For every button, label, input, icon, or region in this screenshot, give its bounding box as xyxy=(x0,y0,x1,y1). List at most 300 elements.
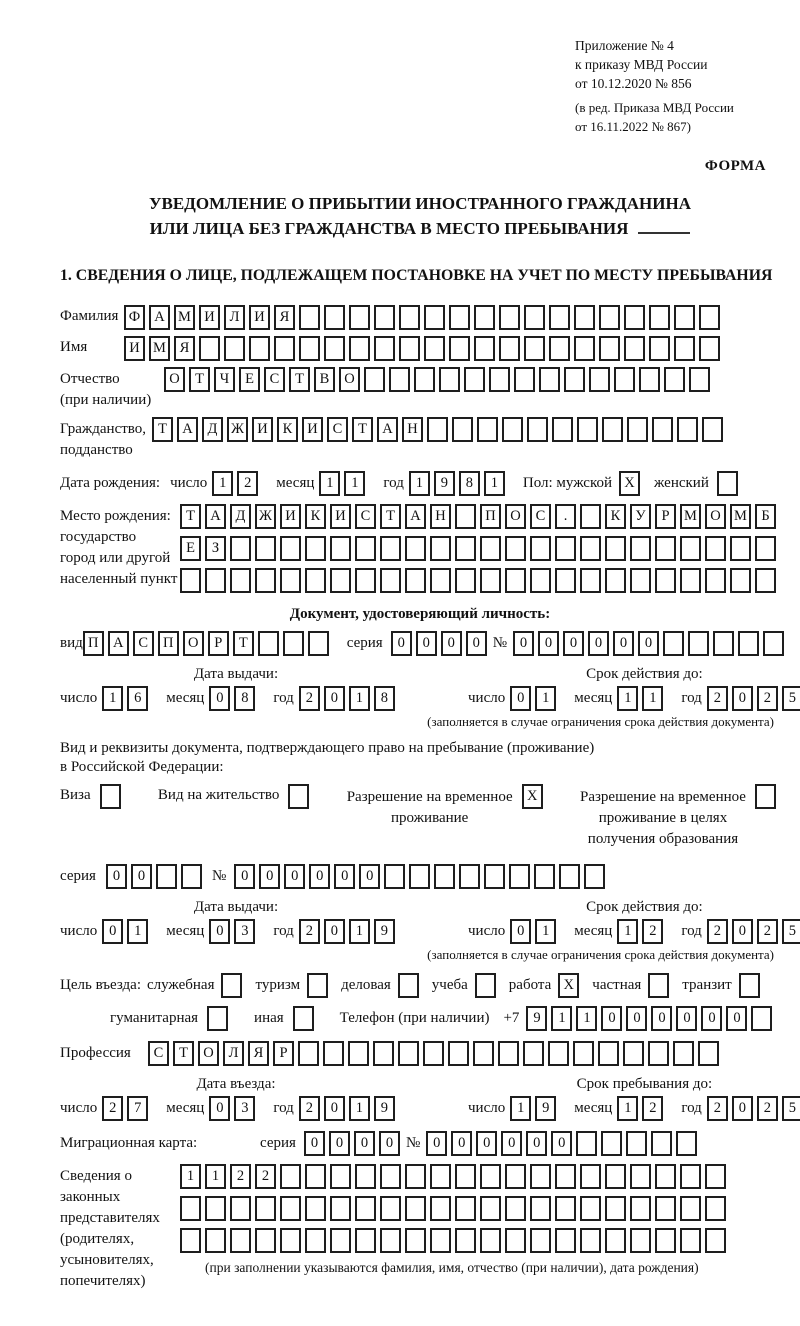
char-cell[interactable] xyxy=(674,336,695,361)
char-cell[interactable]: А xyxy=(177,417,198,442)
char-cell[interactable] xyxy=(626,1131,647,1156)
char-cell[interactable] xyxy=(348,1041,369,1066)
char-cell[interactable]: П xyxy=(83,631,104,656)
char-cell[interactable]: 0 xyxy=(324,1096,345,1121)
char-cell[interactable]: 0 xyxy=(732,1096,753,1121)
char-cell[interactable] xyxy=(355,536,376,561)
char-cell[interactable]: И xyxy=(252,417,273,442)
char-cell[interactable] xyxy=(305,1228,326,1253)
char-cell[interactable] xyxy=(630,568,651,593)
char-cell[interactable] xyxy=(524,336,545,361)
char-cell[interactable]: 0 xyxy=(106,864,127,889)
purpose-other-checkbox[interactable] xyxy=(293,1006,318,1031)
char-cell[interactable] xyxy=(475,973,496,998)
char-cell[interactable] xyxy=(480,1196,501,1221)
char-cell[interactable] xyxy=(355,1196,376,1221)
char-cell[interactable] xyxy=(380,1228,401,1253)
char-cell[interactable]: Р xyxy=(208,631,229,656)
visa-checkbox[interactable] xyxy=(100,784,125,809)
char-cell[interactable]: С xyxy=(148,1041,169,1066)
char-cell[interactable]: 1 xyxy=(510,1096,531,1121)
char-cell[interactable] xyxy=(648,973,669,998)
char-cell[interactable] xyxy=(573,1041,594,1066)
char-cell[interactable] xyxy=(680,568,701,593)
char-cell[interactable] xyxy=(555,1164,576,1189)
char-cell[interactable]: О xyxy=(505,504,526,529)
char-cell[interactable] xyxy=(449,305,470,330)
char-cell[interactable]: 2 xyxy=(642,919,663,944)
char-cell[interactable] xyxy=(689,367,710,392)
char-cell[interactable]: Т xyxy=(233,631,254,656)
char-cell[interactable] xyxy=(181,864,202,889)
char-cell[interactable] xyxy=(474,305,495,330)
char-cell[interactable] xyxy=(230,536,251,561)
char-cell[interactable]: 0 xyxy=(601,1006,622,1031)
char-cell[interactable] xyxy=(673,1041,694,1066)
char-cell[interactable]: 0 xyxy=(391,631,412,656)
char-cell[interactable] xyxy=(530,1196,551,1221)
char-cell[interactable] xyxy=(398,973,419,998)
char-cell[interactable]: Л xyxy=(223,1041,244,1066)
char-cell[interactable]: 2 xyxy=(237,471,258,496)
doc-valid-year-cells[interactable] xyxy=(707,686,800,711)
char-cell[interactable]: 0 xyxy=(513,631,534,656)
char-cell[interactable]: 0 xyxy=(304,1131,325,1156)
stay-until-day-cells[interactable] xyxy=(510,1096,560,1121)
char-cell[interactable]: 0 xyxy=(324,919,345,944)
char-cell[interactable] xyxy=(489,367,510,392)
char-cell[interactable] xyxy=(555,568,576,593)
char-cell[interactable] xyxy=(424,305,445,330)
char-cell[interactable] xyxy=(552,417,573,442)
stay-until-month-cells[interactable] xyxy=(617,1096,667,1121)
char-cell[interactable]: 2 xyxy=(707,1096,728,1121)
char-cell[interactable] xyxy=(705,536,726,561)
char-cell[interactable]: С xyxy=(355,504,376,529)
char-cell[interactable] xyxy=(755,568,776,593)
char-cell[interactable] xyxy=(389,367,410,392)
char-cell[interactable] xyxy=(288,784,309,809)
char-cell[interactable] xyxy=(205,1196,226,1221)
char-cell[interactable]: П xyxy=(480,504,501,529)
char-cell[interactable]: 1 xyxy=(205,1164,226,1189)
char-cell[interactable]: Л xyxy=(224,305,245,330)
char-cell[interactable]: 0 xyxy=(651,1006,672,1031)
birthdate-month-cells[interactable] xyxy=(319,471,369,496)
char-cell[interactable]: X xyxy=(619,471,640,496)
char-cell[interactable] xyxy=(530,536,551,561)
migration-series-cells[interactable] xyxy=(304,1131,404,1156)
char-cell[interactable] xyxy=(205,1228,226,1253)
char-cell[interactable] xyxy=(255,568,276,593)
char-cell[interactable]: 2 xyxy=(299,686,320,711)
char-cell[interactable]: X xyxy=(558,973,579,998)
char-cell[interactable]: . xyxy=(555,504,576,529)
char-cell[interactable]: 0 xyxy=(510,919,531,944)
char-cell[interactable] xyxy=(464,367,485,392)
char-cell[interactable] xyxy=(455,536,476,561)
char-cell[interactable] xyxy=(599,336,620,361)
char-cell[interactable] xyxy=(439,367,460,392)
char-cell[interactable] xyxy=(738,631,759,656)
char-cell[interactable] xyxy=(255,1196,276,1221)
purpose-official-checkbox[interactable] xyxy=(221,973,246,998)
char-cell[interactable]: 1 xyxy=(127,919,148,944)
char-cell[interactable] xyxy=(502,417,523,442)
char-cell[interactable] xyxy=(449,336,470,361)
char-cell[interactable]: 1 xyxy=(617,686,638,711)
char-cell[interactable]: 0 xyxy=(551,1131,572,1156)
char-cell[interactable] xyxy=(605,568,626,593)
char-cell[interactable] xyxy=(299,305,320,330)
char-cell[interactable] xyxy=(230,1196,251,1221)
char-cell[interactable] xyxy=(698,1041,719,1066)
char-cell[interactable] xyxy=(323,1041,344,1066)
char-cell[interactable]: 0 xyxy=(501,1131,522,1156)
char-cell[interactable] xyxy=(230,1228,251,1253)
char-cell[interactable] xyxy=(280,568,301,593)
char-cell[interactable]: 0 xyxy=(466,631,487,656)
char-cell[interactable]: 0 xyxy=(426,1131,447,1156)
char-cell[interactable] xyxy=(605,1228,626,1253)
char-cell[interactable] xyxy=(624,336,645,361)
char-cell[interactable] xyxy=(224,336,245,361)
char-cell[interactable] xyxy=(530,1164,551,1189)
char-cell[interactable] xyxy=(505,1196,526,1221)
char-cell[interactable] xyxy=(180,568,201,593)
birthplace-row1-cells[interactable] xyxy=(180,504,780,529)
char-cell[interactable]: 0 xyxy=(510,686,531,711)
char-cell[interactable] xyxy=(663,631,684,656)
char-cell[interactable]: 1 xyxy=(212,471,233,496)
char-cell[interactable]: 0 xyxy=(234,864,255,889)
purpose-tourism-checkbox[interactable] xyxy=(307,973,332,998)
purpose-private-checkbox[interactable] xyxy=(648,973,673,998)
char-cell[interactable] xyxy=(730,536,751,561)
char-cell[interactable]: И xyxy=(249,305,270,330)
char-cell[interactable]: Е xyxy=(180,536,201,561)
char-cell[interactable] xyxy=(614,367,635,392)
char-cell[interactable]: 1 xyxy=(319,471,340,496)
char-cell[interactable]: 5 xyxy=(782,919,800,944)
char-cell[interactable] xyxy=(498,1041,519,1066)
char-cell[interactable]: 0 xyxy=(284,864,305,889)
char-cell[interactable] xyxy=(555,1196,576,1221)
char-cell[interactable] xyxy=(405,1196,426,1221)
char-cell[interactable] xyxy=(330,536,351,561)
char-cell[interactable] xyxy=(705,568,726,593)
char-cell[interactable]: 8 xyxy=(374,686,395,711)
char-cell[interactable] xyxy=(509,864,530,889)
char-cell[interactable]: Р xyxy=(655,504,676,529)
char-cell[interactable] xyxy=(430,536,451,561)
char-cell[interactable]: 2 xyxy=(255,1164,276,1189)
doc-valid-day-cells[interactable] xyxy=(510,686,560,711)
char-cell[interactable] xyxy=(355,568,376,593)
residence-issue-day-cells[interactable] xyxy=(102,919,152,944)
char-cell[interactable] xyxy=(205,568,226,593)
char-cell[interactable]: 0 xyxy=(209,919,230,944)
char-cell[interactable]: С xyxy=(530,504,551,529)
surname-cells[interactable] xyxy=(124,305,724,330)
char-cell[interactable]: 0 xyxy=(209,686,230,711)
residence-valid-day-cells[interactable] xyxy=(510,919,560,944)
char-cell[interactable]: 0 xyxy=(676,1006,697,1031)
temp-residence-education-checkbox[interactable] xyxy=(755,784,780,809)
char-cell[interactable] xyxy=(455,1228,476,1253)
char-cell[interactable] xyxy=(399,336,420,361)
char-cell[interactable] xyxy=(702,417,723,442)
char-cell[interactable] xyxy=(730,568,751,593)
char-cell[interactable] xyxy=(574,336,595,361)
char-cell[interactable] xyxy=(398,1041,419,1066)
char-cell[interactable] xyxy=(355,1164,376,1189)
char-cell[interactable] xyxy=(349,305,370,330)
purpose-business-checkbox[interactable] xyxy=(398,973,423,998)
char-cell[interactable]: Т xyxy=(180,504,201,529)
char-cell[interactable]: О xyxy=(183,631,204,656)
char-cell[interactable] xyxy=(549,336,570,361)
birthplace-row3-cells[interactable] xyxy=(180,568,780,593)
char-cell[interactable]: 0 xyxy=(526,1131,547,1156)
char-cell[interactable]: А xyxy=(205,504,226,529)
char-cell[interactable] xyxy=(584,864,605,889)
char-cell[interactable] xyxy=(405,536,426,561)
char-cell[interactable] xyxy=(705,1196,726,1221)
char-cell[interactable]: К xyxy=(305,504,326,529)
char-cell[interactable] xyxy=(677,417,698,442)
char-cell[interactable]: Я xyxy=(248,1041,269,1066)
char-cell[interactable]: У xyxy=(630,504,651,529)
char-cell[interactable]: X xyxy=(522,784,543,809)
char-cell[interactable]: Д xyxy=(230,504,251,529)
char-cell[interactable]: И xyxy=(280,504,301,529)
char-cell[interactable]: 0 xyxy=(416,631,437,656)
char-cell[interactable]: 1 xyxy=(349,919,370,944)
char-cell[interactable]: 0 xyxy=(441,631,462,656)
char-cell[interactable]: 0 xyxy=(102,919,123,944)
char-cell[interactable]: М xyxy=(149,336,170,361)
char-cell[interactable] xyxy=(676,1131,697,1156)
char-cell[interactable] xyxy=(477,417,498,442)
char-cell[interactable] xyxy=(424,336,445,361)
char-cell[interactable]: А xyxy=(377,417,398,442)
char-cell[interactable]: 0 xyxy=(309,864,330,889)
birthdate-year-cells[interactable] xyxy=(409,471,509,496)
char-cell[interactable]: 6 xyxy=(127,686,148,711)
residence-issue-year-cells[interactable] xyxy=(299,919,399,944)
char-cell[interactable]: Е xyxy=(239,367,260,392)
char-cell[interactable] xyxy=(308,631,329,656)
char-cell[interactable] xyxy=(530,568,551,593)
char-cell[interactable]: О xyxy=(164,367,185,392)
char-cell[interactable] xyxy=(305,536,326,561)
char-cell[interactable] xyxy=(580,1164,601,1189)
char-cell[interactable] xyxy=(530,1228,551,1253)
char-cell[interactable] xyxy=(293,1006,314,1031)
char-cell[interactable] xyxy=(364,367,385,392)
char-cell[interactable] xyxy=(755,536,776,561)
char-cell[interactable] xyxy=(430,1164,451,1189)
char-cell[interactable] xyxy=(705,1228,726,1253)
char-cell[interactable]: И xyxy=(199,305,220,330)
char-cell[interactable] xyxy=(274,336,295,361)
char-cell[interactable]: 0 xyxy=(379,1131,400,1156)
char-cell[interactable]: 8 xyxy=(459,471,480,496)
char-cell[interactable] xyxy=(523,1041,544,1066)
char-cell[interactable] xyxy=(455,1164,476,1189)
char-cell[interactable] xyxy=(713,631,734,656)
char-cell[interactable]: Н xyxy=(430,504,451,529)
char-cell[interactable]: 2 xyxy=(102,1096,123,1121)
char-cell[interactable] xyxy=(221,973,242,998)
char-cell[interactable] xyxy=(499,305,520,330)
char-cell[interactable] xyxy=(455,568,476,593)
char-cell[interactable] xyxy=(580,536,601,561)
char-cell[interactable]: 1 xyxy=(484,471,505,496)
char-cell[interactable] xyxy=(576,1131,597,1156)
char-cell[interactable] xyxy=(505,568,526,593)
temp-residence-checkbox[interactable] xyxy=(522,784,547,809)
char-cell[interactable]: К xyxy=(277,417,298,442)
char-cell[interactable] xyxy=(680,1196,701,1221)
char-cell[interactable] xyxy=(380,1196,401,1221)
char-cell[interactable]: М xyxy=(174,305,195,330)
residence-issue-month-cells[interactable] xyxy=(209,919,259,944)
doc-valid-month-cells[interactable] xyxy=(617,686,667,711)
char-cell[interactable]: 0 xyxy=(334,864,355,889)
char-cell[interactable] xyxy=(100,784,121,809)
char-cell[interactable]: 2 xyxy=(757,686,778,711)
char-cell[interactable]: А xyxy=(149,305,170,330)
char-cell[interactable] xyxy=(524,305,545,330)
stay-until-year-cells[interactable] xyxy=(707,1096,800,1121)
representatives-row1-cells[interactable] xyxy=(180,1164,730,1189)
char-cell[interactable] xyxy=(283,631,304,656)
char-cell[interactable]: 2 xyxy=(757,919,778,944)
char-cell[interactable] xyxy=(298,1041,319,1066)
char-cell[interactable]: 2 xyxy=(299,919,320,944)
char-cell[interactable]: 1 xyxy=(344,471,365,496)
char-cell[interactable] xyxy=(649,305,670,330)
char-cell[interactable]: 0 xyxy=(563,631,584,656)
char-cell[interactable]: 2 xyxy=(299,1096,320,1121)
birthdate-day-cells[interactable] xyxy=(212,471,262,496)
char-cell[interactable] xyxy=(374,336,395,361)
char-cell[interactable]: Ж xyxy=(227,417,248,442)
char-cell[interactable]: А xyxy=(405,504,426,529)
char-cell[interactable] xyxy=(258,631,279,656)
char-cell[interactable]: М xyxy=(680,504,701,529)
purpose-work-checkbox[interactable] xyxy=(558,973,583,998)
char-cell[interactable]: 2 xyxy=(642,1096,663,1121)
char-cell[interactable]: 8 xyxy=(234,686,255,711)
char-cell[interactable] xyxy=(455,1196,476,1221)
char-cell[interactable] xyxy=(249,336,270,361)
doc-issue-month-cells[interactable] xyxy=(209,686,259,711)
char-cell[interactable] xyxy=(680,1164,701,1189)
char-cell[interactable] xyxy=(459,864,480,889)
char-cell[interactable] xyxy=(380,568,401,593)
char-cell[interactable] xyxy=(655,1228,676,1253)
char-cell[interactable] xyxy=(305,1164,326,1189)
purpose-humanitarian-checkbox[interactable] xyxy=(207,1006,232,1031)
char-cell[interactable] xyxy=(405,568,426,593)
char-cell[interactable]: 3 xyxy=(234,1096,255,1121)
char-cell[interactable] xyxy=(380,536,401,561)
char-cell[interactable]: 1 xyxy=(180,1164,201,1189)
char-cell[interactable]: 1 xyxy=(535,686,556,711)
char-cell[interactable]: 9 xyxy=(535,1096,556,1121)
char-cell[interactable] xyxy=(664,367,685,392)
char-cell[interactable] xyxy=(534,864,555,889)
char-cell[interactable]: 0 xyxy=(451,1131,472,1156)
entry-year-cells[interactable] xyxy=(299,1096,399,1121)
char-cell[interactable] xyxy=(630,1228,651,1253)
char-cell[interactable]: 5 xyxy=(782,1096,800,1121)
char-cell[interactable]: 0 xyxy=(354,1131,375,1156)
char-cell[interactable] xyxy=(434,864,455,889)
char-cell[interactable] xyxy=(630,1164,651,1189)
char-cell[interactable]: 0 xyxy=(638,631,659,656)
char-cell[interactable] xyxy=(649,336,670,361)
char-cell[interactable] xyxy=(324,336,345,361)
char-cell[interactable] xyxy=(559,864,580,889)
char-cell[interactable] xyxy=(599,305,620,330)
char-cell[interactable] xyxy=(405,1164,426,1189)
char-cell[interactable] xyxy=(680,1228,701,1253)
char-cell[interactable] xyxy=(627,417,648,442)
char-cell[interactable] xyxy=(555,536,576,561)
char-cell[interactable] xyxy=(549,305,570,330)
char-cell[interactable]: Т xyxy=(380,504,401,529)
char-cell[interactable]: Т xyxy=(189,367,210,392)
char-cell[interactable]: 5 xyxy=(782,686,800,711)
char-cell[interactable] xyxy=(699,336,720,361)
char-cell[interactable] xyxy=(655,536,676,561)
char-cell[interactable] xyxy=(430,568,451,593)
char-cell[interactable] xyxy=(655,1196,676,1221)
char-cell[interactable]: 1 xyxy=(617,1096,638,1121)
char-cell[interactable] xyxy=(448,1041,469,1066)
doc-number-cells[interactable] xyxy=(513,631,788,656)
char-cell[interactable] xyxy=(589,367,610,392)
char-cell[interactable] xyxy=(652,417,673,442)
char-cell[interactable] xyxy=(527,417,548,442)
char-cell[interactable] xyxy=(598,1041,619,1066)
char-cell[interactable]: Т xyxy=(152,417,173,442)
char-cell[interactable] xyxy=(255,536,276,561)
patronymic-cells[interactable] xyxy=(164,367,714,392)
char-cell[interactable]: Б xyxy=(755,504,776,529)
char-cell[interactable] xyxy=(688,631,709,656)
char-cell[interactable] xyxy=(624,305,645,330)
char-cell[interactable] xyxy=(580,1196,601,1221)
char-cell[interactable] xyxy=(577,417,598,442)
char-cell[interactable]: Я xyxy=(274,305,295,330)
residence-series-cells[interactable] xyxy=(106,864,206,889)
char-cell[interactable]: Н xyxy=(402,417,423,442)
purpose-study-checkbox[interactable] xyxy=(475,973,500,998)
char-cell[interactable] xyxy=(505,1228,526,1253)
char-cell[interactable]: 0 xyxy=(324,686,345,711)
char-cell[interactable]: 2 xyxy=(230,1164,251,1189)
char-cell[interactable] xyxy=(548,1041,569,1066)
residence-number-cells[interactable] xyxy=(234,864,609,889)
char-cell[interactable] xyxy=(384,864,405,889)
char-cell[interactable]: А xyxy=(108,631,129,656)
char-cell[interactable]: 1 xyxy=(617,919,638,944)
